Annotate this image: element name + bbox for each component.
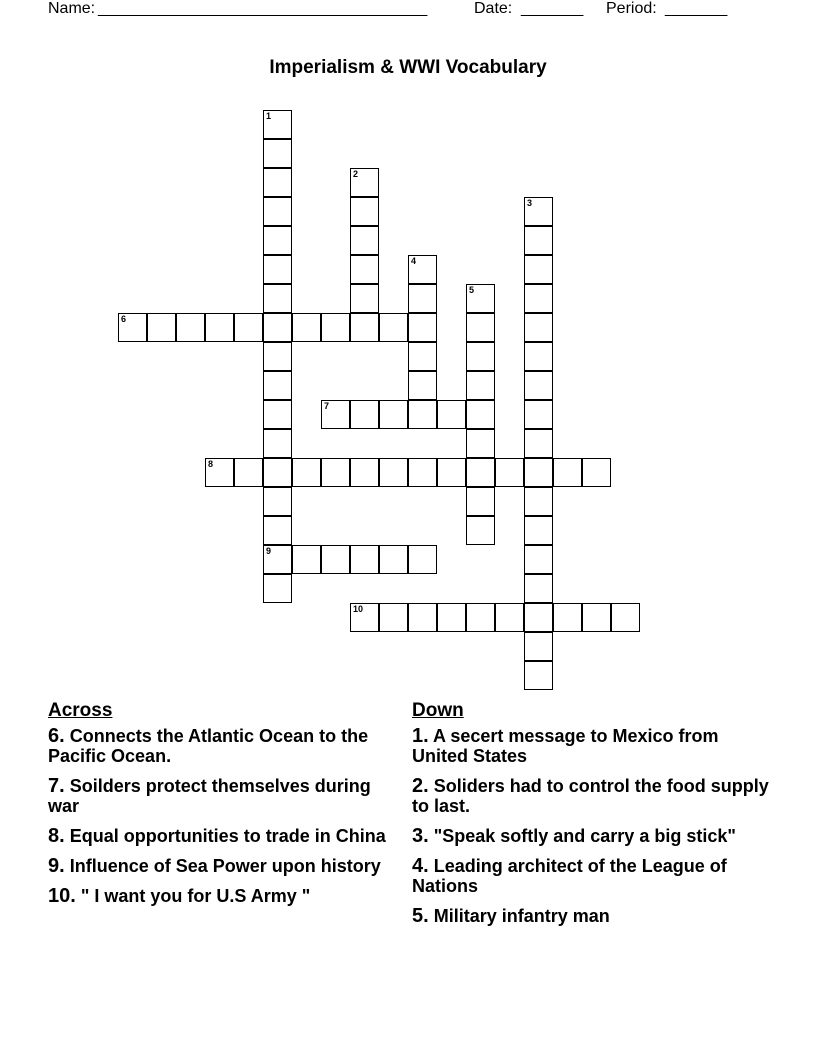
crossword-cell[interactable] xyxy=(263,313,292,342)
clue-number: 8. xyxy=(48,825,65,847)
clue-item xyxy=(48,776,398,816)
crossword-cell[interactable] xyxy=(524,487,553,516)
clue-item xyxy=(412,776,772,816)
clue-number: 10. xyxy=(48,885,76,907)
crossword-cell[interactable] xyxy=(408,400,437,429)
crossword-cell[interactable] xyxy=(263,284,292,313)
crossword-cell[interactable] xyxy=(350,603,379,632)
clue-item xyxy=(48,726,398,766)
cell-number: 9 xyxy=(266,546,272,556)
clue-text: Leading architect of the League of Nations xyxy=(412,856,727,896)
crossword-cell[interactable] xyxy=(263,197,292,226)
clue-text: Soliders had to control the food supply to last. xyxy=(412,776,769,816)
crossword-cell[interactable] xyxy=(466,400,495,429)
crossword-cell[interactable] xyxy=(524,632,553,661)
crossword-cell[interactable] xyxy=(321,400,350,429)
name-label: Name: xyxy=(48,0,96,17)
crossword-cell[interactable] xyxy=(524,458,553,487)
crossword-cell[interactable] xyxy=(582,603,611,632)
crossword-cell[interactable] xyxy=(582,458,611,487)
crossword-cell[interactable] xyxy=(524,255,553,284)
crossword-cell[interactable] xyxy=(350,226,379,255)
clue-item xyxy=(48,826,398,846)
crossword-cell[interactable] xyxy=(524,342,553,371)
crossword-cell[interactable] xyxy=(292,458,321,487)
period-label: Period: xyxy=(606,0,657,17)
crossword-cell[interactable] xyxy=(234,458,263,487)
crossword-cell[interactable] xyxy=(321,545,350,574)
crossword-cell[interactable] xyxy=(321,458,350,487)
crossword-cell[interactable] xyxy=(408,342,437,371)
clue-number: 2. xyxy=(412,775,429,797)
clue-item xyxy=(412,856,772,896)
crossword-cell[interactable] xyxy=(524,197,553,226)
crossword-cell[interactable] xyxy=(466,458,495,487)
crossword-cell[interactable] xyxy=(408,284,437,313)
crossword-cell[interactable] xyxy=(524,574,553,603)
clue-text: Military infantry man xyxy=(433,906,610,926)
crossword-cell[interactable] xyxy=(524,545,553,574)
clue-item xyxy=(412,726,772,766)
crossword-cell[interactable] xyxy=(350,168,379,197)
crossword-cell[interactable] xyxy=(553,603,582,632)
clue-number: 7. xyxy=(48,775,65,797)
crossword-cell[interactable] xyxy=(408,371,437,400)
crossword-cell[interactable] xyxy=(263,371,292,400)
crossword-cell[interactable] xyxy=(408,458,437,487)
clue-number: 9. xyxy=(48,855,65,877)
crossword-cell[interactable] xyxy=(263,545,292,574)
crossword-cell[interactable] xyxy=(292,313,321,342)
clue-text: "Speak softly and carry a big stick" xyxy=(433,826,736,846)
crossword-cell[interactable] xyxy=(437,458,466,487)
crossword-cell[interactable] xyxy=(263,487,292,516)
crossword-cell[interactable] xyxy=(350,255,379,284)
clue-item xyxy=(412,906,772,926)
crossword-cell[interactable] xyxy=(524,516,553,545)
crossword-cell[interactable] xyxy=(524,429,553,458)
clue-text: A secert message to Mexico from United States xyxy=(412,726,719,766)
crossword-cell[interactable] xyxy=(466,342,495,371)
crossword-cell[interactable] xyxy=(263,168,292,197)
clue-text: Equal opportunities to trade in China xyxy=(69,826,386,846)
crossword-cell[interactable] xyxy=(495,603,524,632)
crossword-cell[interactable] xyxy=(205,313,234,342)
crossword-cell[interactable] xyxy=(553,458,582,487)
crossword-cell[interactable] xyxy=(495,458,524,487)
down-heading: Down xyxy=(412,700,464,721)
crossword-cell[interactable] xyxy=(263,516,292,545)
crossword-cell[interactable] xyxy=(466,487,495,516)
crossword-cell[interactable] xyxy=(147,313,176,342)
crossword-cell[interactable] xyxy=(379,458,408,487)
crossword-cell[interactable] xyxy=(611,603,640,632)
crossword-cell[interactable] xyxy=(350,458,379,487)
clue-number: 3. xyxy=(412,825,429,847)
cell-number: 3 xyxy=(527,198,533,208)
crossword-cell[interactable] xyxy=(408,545,437,574)
crossword-cell[interactable] xyxy=(321,313,350,342)
crossword-cell[interactable] xyxy=(466,371,495,400)
crossword-cell[interactable] xyxy=(379,603,408,632)
crossword-cell[interactable] xyxy=(263,429,292,458)
across-heading: Across xyxy=(48,700,113,721)
crossword-cell[interactable] xyxy=(263,342,292,371)
crossword-cell[interactable] xyxy=(466,313,495,342)
name-blank-line[interactable]: _____________________________________ xyxy=(98,0,428,17)
crossword-cell[interactable] xyxy=(466,516,495,545)
crossword-cell[interactable] xyxy=(524,661,553,690)
crossword-cell[interactable] xyxy=(350,284,379,313)
clue-number: 4. xyxy=(412,855,429,877)
crossword-cell[interactable] xyxy=(408,255,437,284)
crossword-cell[interactable] xyxy=(466,603,495,632)
period-blank-line[interactable]: _______ xyxy=(665,0,728,17)
crossword-cell[interactable] xyxy=(379,400,408,429)
crossword-cell[interactable] xyxy=(524,284,553,313)
clue-text: Influence of Sea Power upon history xyxy=(69,856,381,876)
crossword-cell[interactable] xyxy=(466,429,495,458)
crossword-cell[interactable] xyxy=(263,139,292,168)
crossword-cell[interactable] xyxy=(408,313,437,342)
crossword-cell[interactable] xyxy=(524,313,553,342)
crossword-cell[interactable] xyxy=(263,574,292,603)
date-label: Date: xyxy=(474,0,513,17)
crossword-cell[interactable] xyxy=(176,313,205,342)
across-clues xyxy=(48,700,398,916)
clue-text: Soilders protect themselves during war xyxy=(48,776,371,816)
cell-number: 5 xyxy=(469,285,475,295)
clue-number: 1. xyxy=(412,725,429,747)
clue-item xyxy=(48,856,398,876)
date-blank-line[interactable]: _______ xyxy=(521,0,584,17)
cell-number: 2 xyxy=(353,169,359,179)
down-clues xyxy=(412,700,772,936)
crossword-cell[interactable] xyxy=(437,400,466,429)
crossword-cell[interactable] xyxy=(350,400,379,429)
crossword-cell[interactable] xyxy=(263,458,292,487)
clue-item xyxy=(48,886,398,906)
crossword-cell[interactable] xyxy=(118,313,147,342)
crossword-cell[interactable] xyxy=(524,603,553,632)
cell-number: 4 xyxy=(411,256,417,266)
crossword-cell[interactable] xyxy=(292,545,321,574)
cell-number: 6 xyxy=(121,314,127,324)
crossword-cell[interactable] xyxy=(263,226,292,255)
cell-number: 1 xyxy=(266,111,272,121)
crossword-cell[interactable] xyxy=(437,603,466,632)
crossword-cell[interactable] xyxy=(524,400,553,429)
crossword-cell[interactable] xyxy=(350,197,379,226)
clue-number: 5. xyxy=(412,905,429,927)
worksheet-title: Imperialism & WWI Vocabulary xyxy=(269,57,547,78)
crossword-cell[interactable] xyxy=(350,545,379,574)
clue-item xyxy=(412,826,772,846)
crossword-cell[interactable] xyxy=(205,458,234,487)
cell-number: 8 xyxy=(208,459,214,469)
crossword-cell[interactable] xyxy=(350,313,379,342)
clue-number: 6. xyxy=(48,725,65,747)
crossword-cell[interactable] xyxy=(379,313,408,342)
clue-text: " I want you for U.S Army " xyxy=(80,886,311,906)
crossword-cell[interactable] xyxy=(524,371,553,400)
crossword-cell[interactable] xyxy=(408,603,437,632)
crossword-cell[interactable] xyxy=(524,226,553,255)
cell-number: 7 xyxy=(324,401,330,411)
crossword-cell[interactable] xyxy=(379,545,408,574)
crossword-cell[interactable] xyxy=(234,313,263,342)
crossword-cell[interactable] xyxy=(263,400,292,429)
crossword-cell[interactable] xyxy=(466,284,495,313)
clue-text: Connects the Atlantic Ocean to the Pacific Ocean. xyxy=(48,726,369,766)
crossword-cell[interactable] xyxy=(263,110,292,139)
cell-number: 10 xyxy=(353,604,364,614)
crossword-cell[interactable] xyxy=(263,255,292,284)
